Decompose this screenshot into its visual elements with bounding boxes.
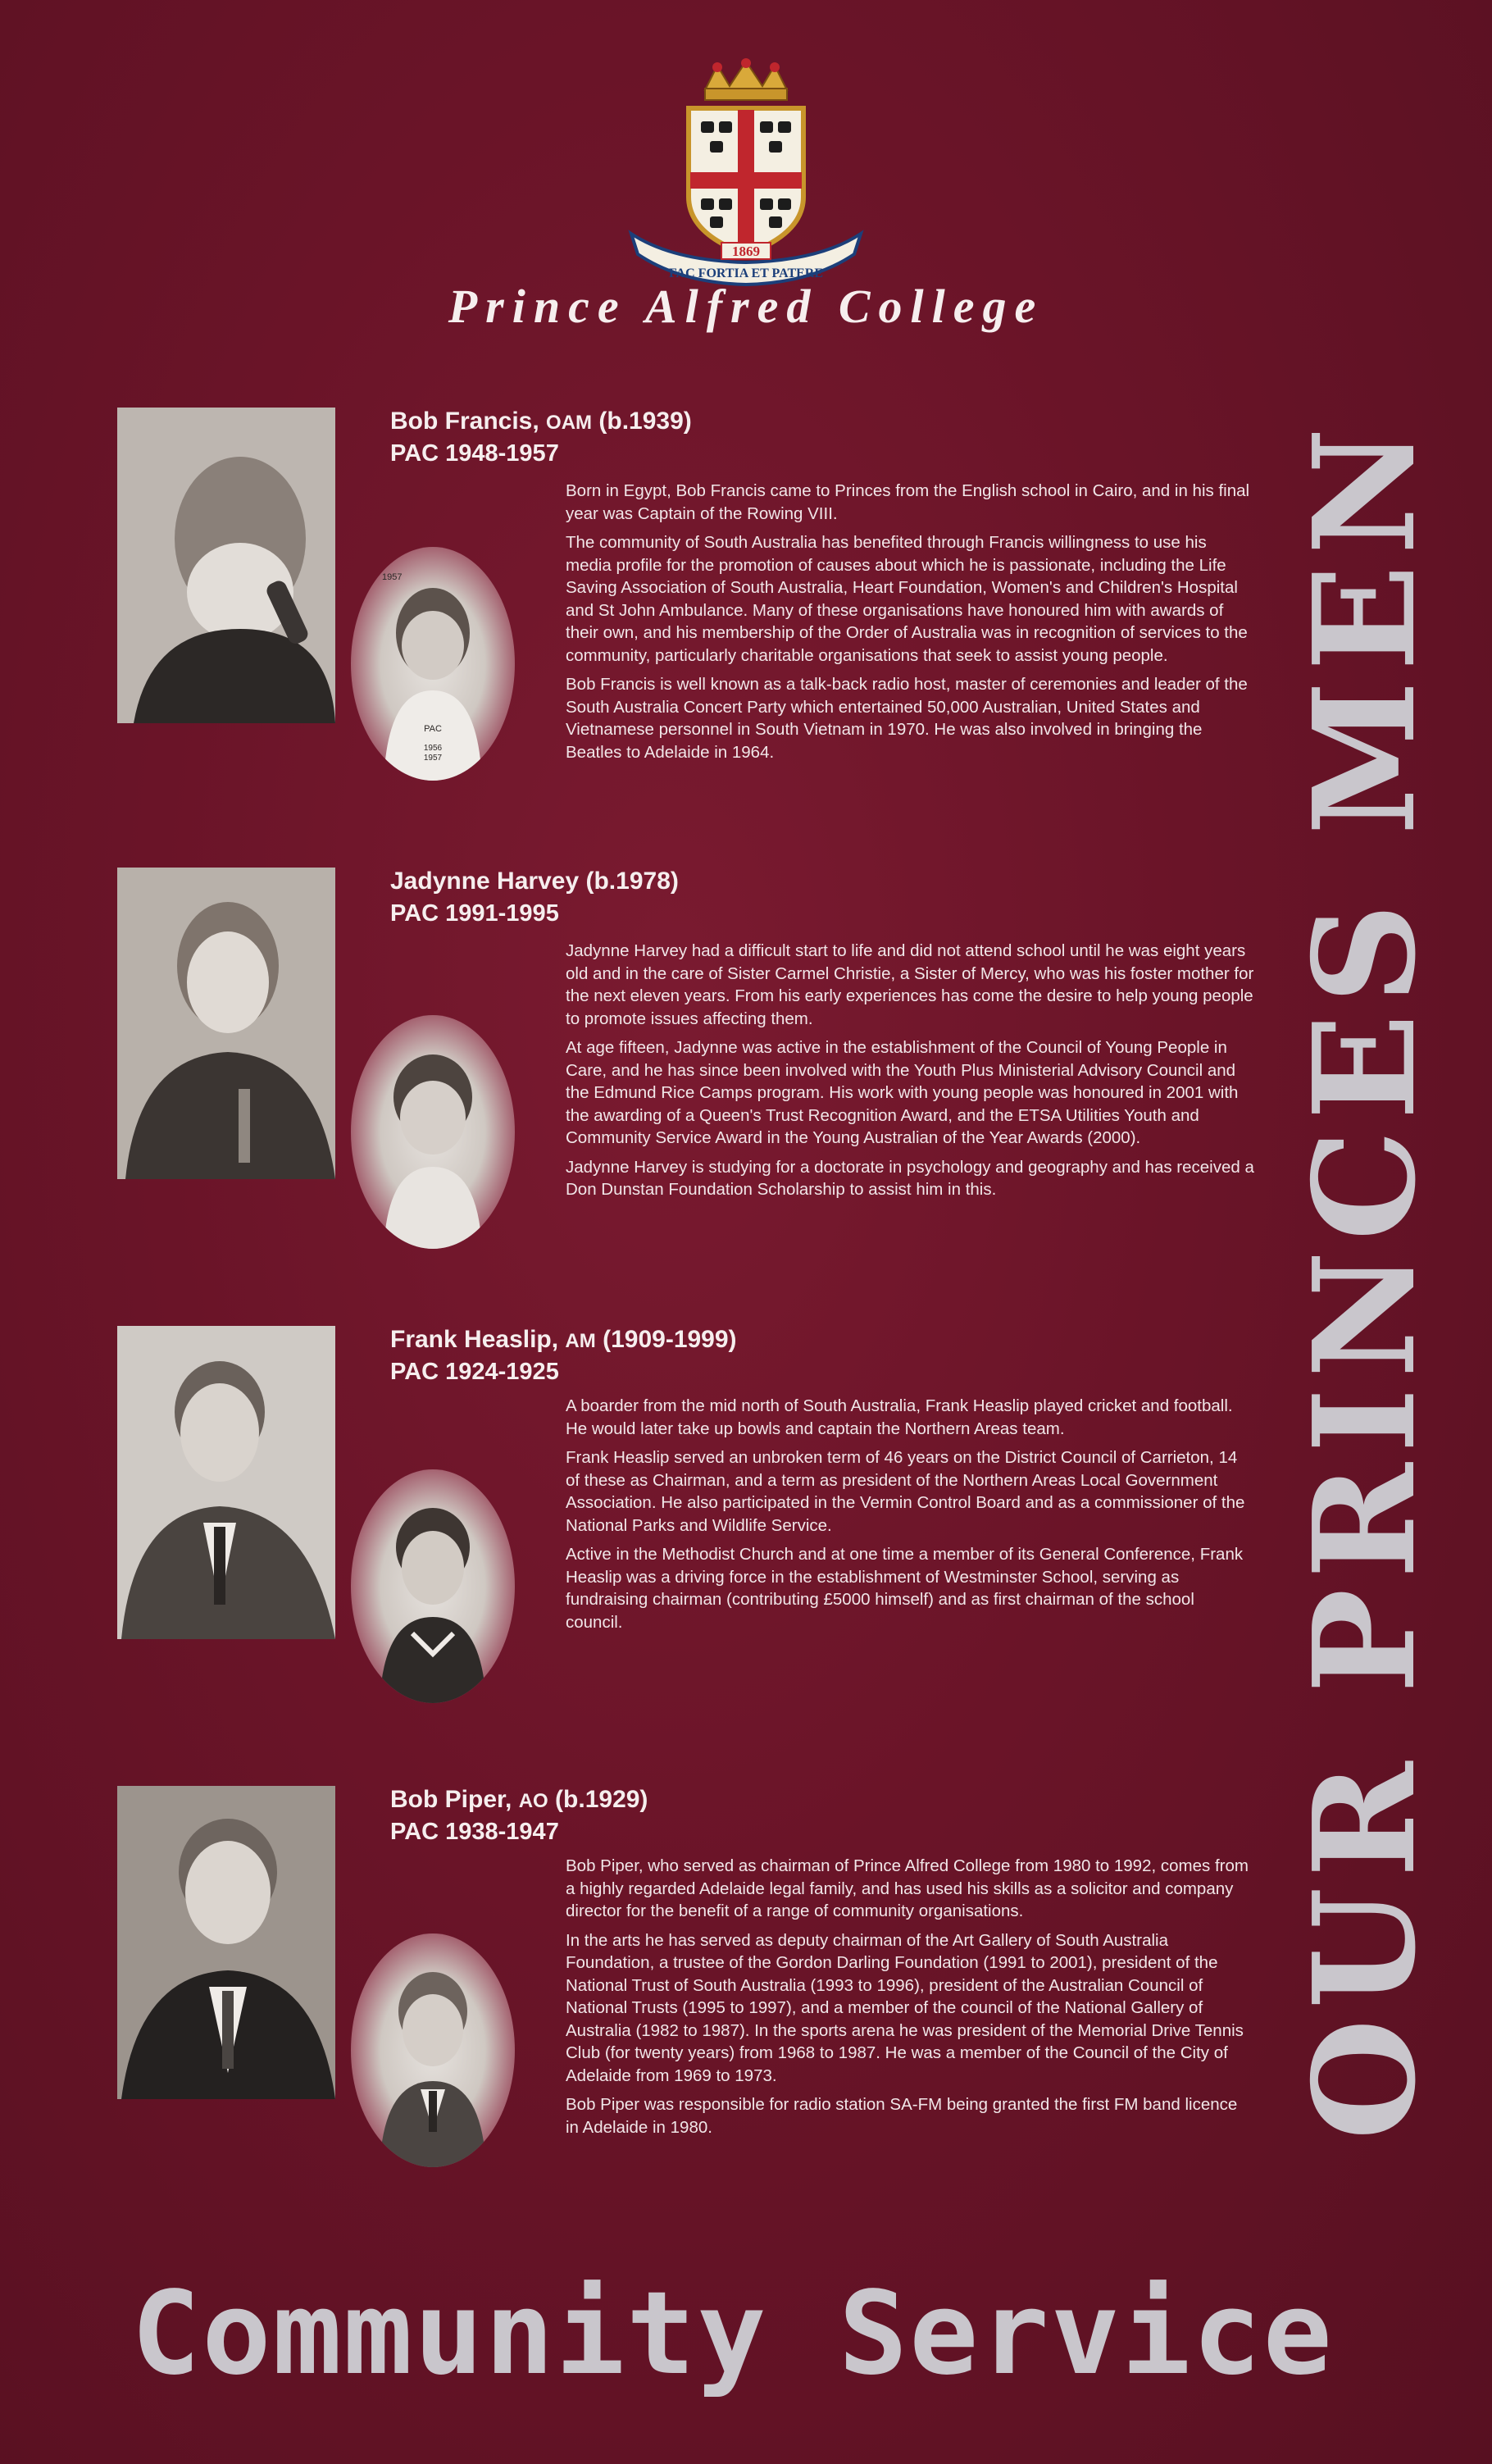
- youth-photo-caption: 1956: [423, 744, 443, 753]
- bio-paragraph: Born in Egypt, Bob Francis came to Princes from the English school in Cairo, and in his final year was Captain of the Rowing VIII.: [566, 481, 1250, 523]
- bio-paragraph: A boarder from the mid north of South Australia, Frank Heaslip played cricket and football. He would later take up bowls and captain the Northern Areas team.: [566, 1396, 1233, 1438]
- person-lifespan: (b.1978): [585, 868, 679, 895]
- bio-paragraph: Bob Francis is well known as a talk-back radio host, master of ceremonies and leader of the South Australia Concert Party which entertained 50,000 Australian, United States and Vietnamese personnel in South Vietnam in 1970. He was also involved in bringing the Beatles to Adelaide in 1964.: [566, 675, 1248, 762]
- person-lifespan: (1909-1999): [603, 1326, 737, 1353]
- portrait-photo: [117, 868, 335, 1179]
- person-lifespan: (b.1929): [555, 1786, 648, 1813]
- portrait-photo: [117, 408, 335, 723]
- bio-paragraph: Jadynne Harvey had a difficult start to life and did not attend school until he was eight years old and in the care of Sister Carmel Christie, a Sister of Mercy, who was his foster mother for the next eleven years. From his early experiences has come the desire to help young people to promote issues affecting them.: [566, 941, 1254, 1028]
- youth-photo: [351, 1015, 515, 1249]
- bio-paragraph: Active in the Methodist Church and at one time a member of its General Conference, Frank Heaslip was a driving force in the establishment of Westminster School, serving as fundraising chairman (contributing £5000 himself) and as first chairman of the school council.: [566, 1545, 1244, 1632]
- portrait-photo: [117, 1786, 335, 2099]
- person-bio: [566, 1395, 1254, 1640]
- portrait-photo: [117, 1326, 335, 1639]
- bio-paragraph: Bob Piper, who served as chairman of Prince Alfred College from 1980 to 1992, comes from a highly regarded Adelaide legal family, and has used his skills as a solicitor and company director for the benefit of a range of community organisations.: [566, 1856, 1249, 1920]
- youth-photo-caption: PAC: [424, 724, 442, 734]
- youth-photo-caption: 1957: [423, 754, 443, 763]
- footer-title: Community Service: [131, 2267, 1334, 2401]
- person-bio: [566, 480, 1254, 770]
- youth-graphic: [351, 1933, 515, 2167]
- youth-graphic: [351, 1469, 515, 1703]
- person-name-text: Bob Francis,: [390, 408, 539, 435]
- person-honour: AO: [518, 1790, 548, 1812]
- portrait-graphic: [117, 1326, 335, 1639]
- bio-paragraph: In the arts he has served as deputy chairman of the Art Gallery of South Australia Foundation, a trustee of the Gordon Darling Foundation (1991 to 2001), president of the National Trust of South Australia (1993 to 1996), president of the Australian Council of National Trusts (1995 to 1997), and a member of the council of the National Gallery of Australia (1982 to 1987). In the sports arena he was president of the Memorial Drive Tennis Club (for twenty years) from 1968 to 1987. He was a member of the Council of the City of Adelaide from 1969 to 1973.: [566, 1930, 1244, 2085]
- crest-motto: FAC FORTIA ET PATERE: [668, 266, 824, 280]
- person-pac-years: PAC 1991-1995: [390, 900, 559, 927]
- person-name: [390, 868, 679, 895]
- crest-year: 1869: [732, 244, 760, 259]
- person-name-text: Frank Heaslip,: [390, 1326, 559, 1353]
- person-entry-frank-heaslip: [0, 1326, 1262, 1752]
- person-lifespan: (b.1939): [598, 408, 692, 435]
- person-name-text: Bob Piper,: [390, 1786, 512, 1813]
- person-pac-years: PAC 1924-1925: [390, 1359, 559, 1385]
- bio-paragraph: Bob Piper was responsible for radio station SA-FM being granted the first FM band licence in Adelaide in 1980.: [566, 2095, 1238, 2137]
- person-honour: OAM: [546, 412, 593, 434]
- person-bio: [566, 940, 1254, 1208]
- youth-photo: [351, 547, 515, 781]
- person-name: [390, 1326, 737, 1354]
- youth-photo-caption: 1957: [382, 572, 403, 582]
- youth-photo: [351, 1933, 515, 2167]
- portrait-graphic: [117, 1786, 335, 2099]
- bio-paragraph: The community of South Australia has benefited through Francis willingness to use his media profile for the promotion of causes about which he is passionate, including the Life Saving Association of South Australia, Heart Foundation, Women's and Children's Hospital and St John Ambulance. Many of these organisations have honoured him with awards of their own, and his membership of the Order of Australia was in recognition of services to the community, particularly charitable organisations that seek to assist young people.: [566, 533, 1248, 665]
- youth-photo: [351, 1469, 515, 1703]
- person-entry-bob-francis: [0, 408, 1262, 834]
- bio-paragraph: Frank Heaslip served an unbroken term of 46 years on the District Council of Carrieton, 14 of these as Chairman, and a term as president of the Northern Areas Local Government Association. He also participated in the Vermin Control Board and as a commissioner of the National Parks and Wildlife Service.: [566, 1448, 1245, 1535]
- person-entry-jadynne-harvey: [0, 868, 1262, 1294]
- person-pac-years: PAC 1938-1947: [390, 1819, 559, 1845]
- bio-paragraph: At age fifteen, Jadynne was active in the establishment of the Council of Young People in Care, and he has since been involved with the Youth Plus Ministerial Advisory Council and the Edmund Rice Camps program. His work with young people was honoured in 2001 with the awarding of a Queen's Trust Recognition Award, and the ETSA Utilities Youth and Community Service Award in the Young Australian of the Year Awards (2000).: [566, 1038, 1239, 1147]
- college-name: Prince Alfred College: [448, 280, 1044, 333]
- person-pac-years: PAC 1948-1957: [390, 440, 559, 467]
- person-name: [390, 408, 692, 435]
- youth-graphic: [351, 547, 515, 781]
- person-name-text: Jadynne Harvey: [390, 868, 580, 895]
- crest-graphic: [623, 57, 869, 291]
- portrait-graphic: [117, 868, 335, 1179]
- person-bio: [566, 1855, 1254, 2145]
- person-name: [390, 1786, 648, 1814]
- youth-graphic: [351, 1015, 515, 1249]
- person-honour: AM: [565, 1330, 596, 1352]
- side-title: OUR PRINCES MEN: [1283, 417, 1447, 2140]
- portrait-graphic: [117, 408, 335, 723]
- college-crest: [623, 57, 869, 291]
- person-entry-bob-piper: [0, 1786, 1262, 2212]
- bio-paragraph: Jadynne Harvey is studying for a doctorate in psychology and geography and has received a Don Dunstan Foundation Scholarship to assist him in this.: [566, 1157, 1254, 1199]
